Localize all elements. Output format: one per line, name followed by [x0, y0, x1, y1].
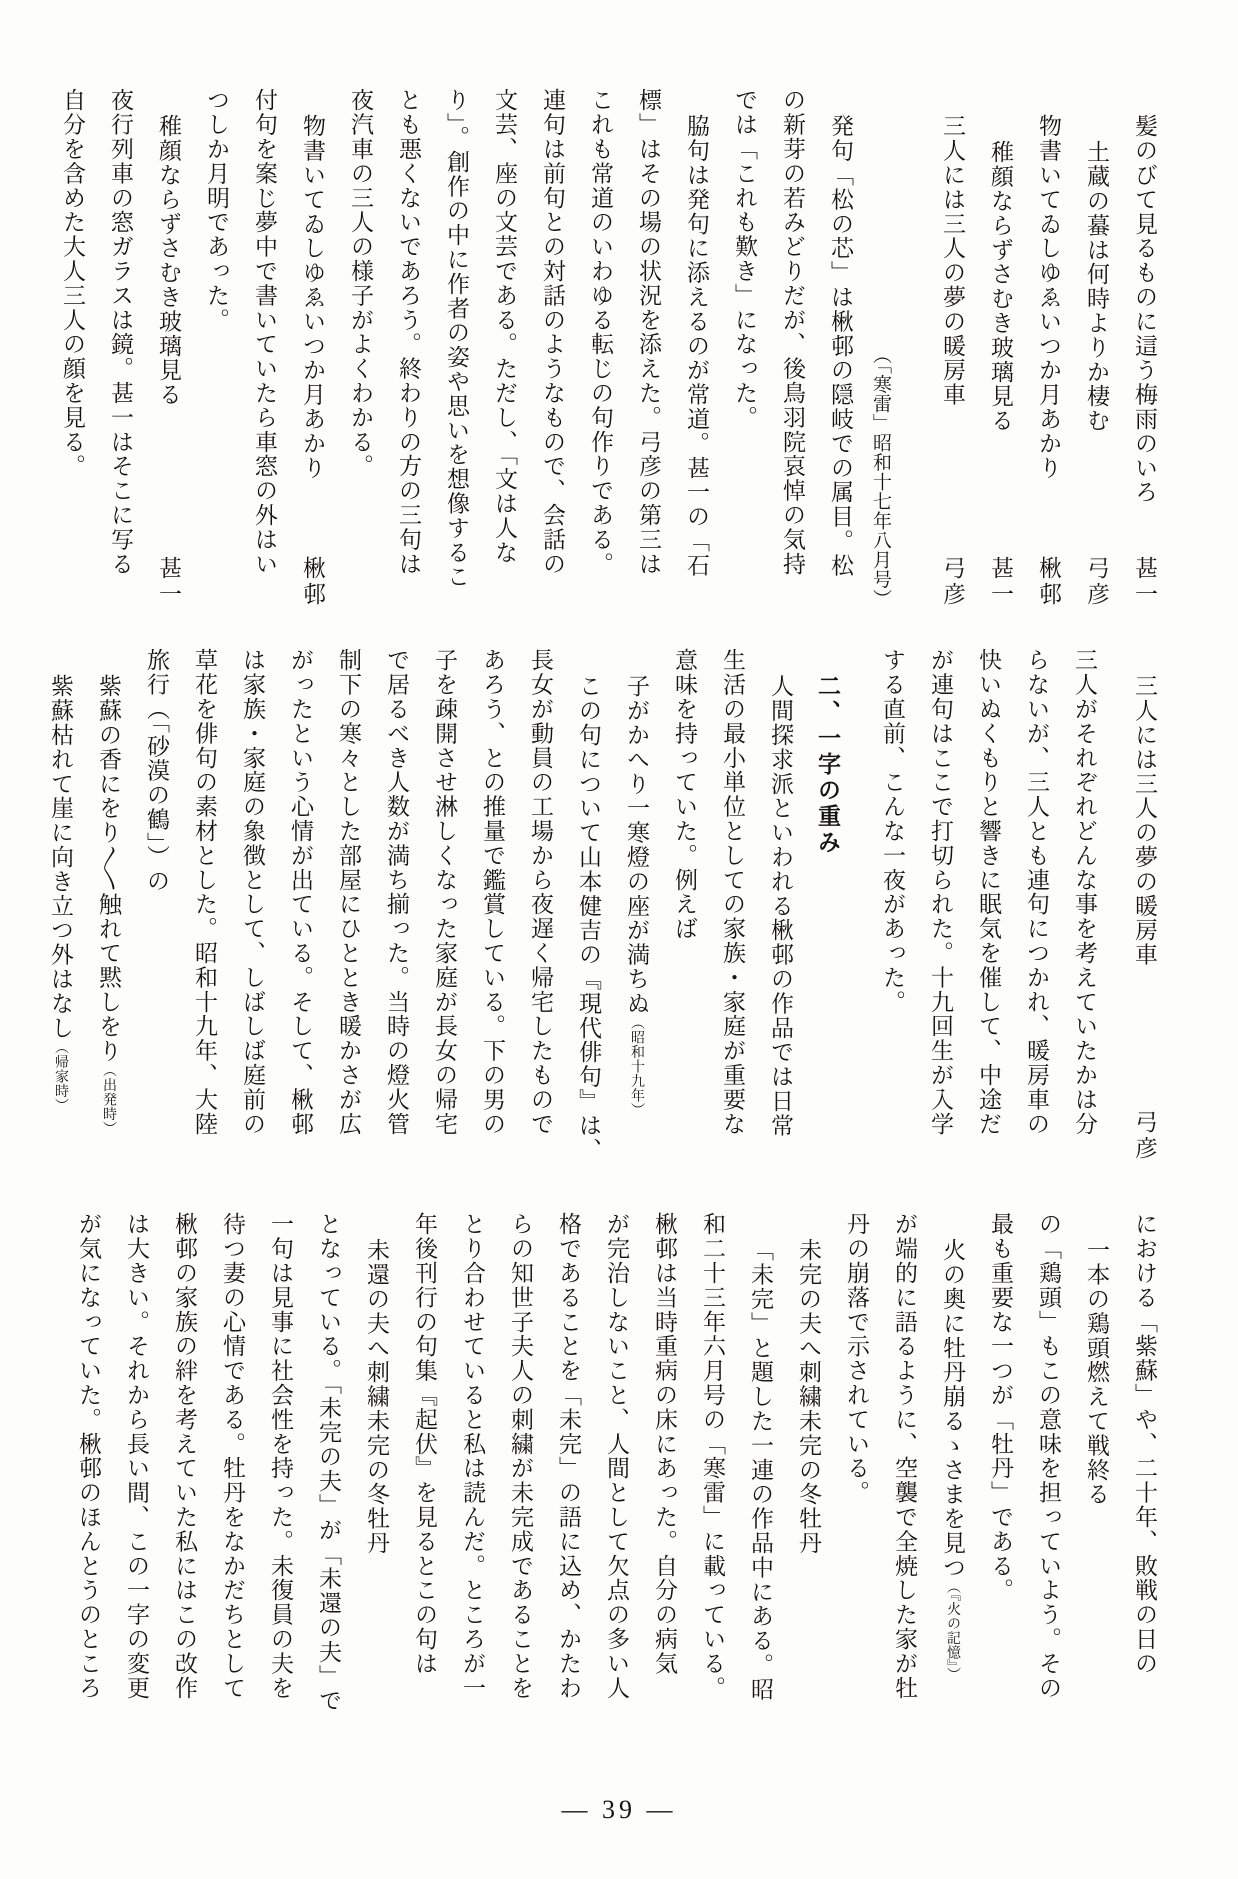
body-text-column: [516, 648, 564, 1162]
body-text-column: [208, 1212, 256, 1732]
column-text: 最も重要な一つが「牡丹」である。: [988, 1212, 1013, 1603]
author-attribution: 楸邨: [1036, 556, 1061, 608]
body-text-column: [1024, 1212, 1072, 1732]
body-text-column: [400, 1212, 448, 1732]
author-attribution: 甚一: [156, 556, 181, 608]
body-text-column: [868, 648, 916, 1162]
column-text: 人間探求派といわれる楸邨の作品では日常: [768, 674, 793, 1138]
body-text-column: [480, 88, 528, 608]
body-text-column: [880, 1212, 928, 1732]
column-text: 和二十三年六月号の「寒雷」に載っている。: [700, 1212, 725, 1700]
body-text-column: [324, 648, 372, 1162]
body-text-column: [192, 88, 240, 608]
haiku-column: [1072, 88, 1120, 608]
author-attribution: 弓彦: [1084, 556, 1109, 608]
body-text-column: [576, 88, 624, 608]
column-text: 三人がそれぞれどんな事を考えていたかは分: [1072, 648, 1097, 1136]
column-text: となっている。「未完の夫」が「未還の夫」で: [316, 1212, 341, 1713]
haiku-text: 未還の夫へ刺繍未完の冬牡丹: [364, 1238, 389, 1556]
column-text: 長女が動員の工場から夜遅く帰宅したもので: [528, 648, 553, 1136]
column-text: 格であることを「未完」の語に込め、かたわ: [556, 1212, 581, 1700]
body-text-column: [816, 88, 864, 608]
column-text: 待つ妻の心情である。牡丹をなかだちとして: [220, 1212, 245, 1700]
text-band-middle: [36, 648, 1168, 1162]
column-text: 標」はその場の状況を添えた。弓彦の第三は: [636, 88, 661, 576]
body-text-column: [640, 1212, 688, 1732]
column-text: 自分を含めた大人三人の顔を見る。: [60, 88, 85, 479]
haiku-text: 火の奥に牡丹崩るゝさまを見つ: [940, 1238, 965, 1580]
body-text-column: [48, 88, 96, 608]
haiku-column: [928, 1212, 976, 1732]
column-text: 子を疎開させ淋しくなった家庭が長女の帰宅: [432, 648, 457, 1136]
column-text: 意味を持っていた。例えば: [672, 648, 697, 941]
column-text: 楸邨の家族の絆を考えていた私にはこの改作: [172, 1212, 197, 1700]
haiku-column: [36, 648, 84, 1162]
author-attribution: 甚一: [1132, 556, 1157, 608]
body-text-column: [672, 88, 720, 608]
column-text: では「これも歎き」になった。: [732, 88, 757, 430]
haiku-text: 紫蘇枯れて崖に向き立つ外はなし: [48, 674, 73, 1040]
page-number: ― 39 ―: [561, 1795, 677, 1824]
body-text-column: [964, 648, 1012, 1162]
source-note-column: [864, 88, 912, 608]
body-text-column: [544, 1212, 592, 1732]
body-text-column: [708, 648, 756, 1162]
column-text: 文芸、座の文芸である。ただし、「文は人な: [492, 88, 517, 565]
column-text: が端的に語るように、空襲で全焼した家が牡: [892, 1212, 917, 1700]
column-text: 夜行列車の窓ガラスは鏡。甚一はそこに写る: [108, 88, 133, 576]
haiku-column: [144, 88, 192, 608]
column-text: 楸邨は当時重病の床にあった。自分の病気: [652, 1212, 677, 1676]
column-text: らないが、三人とも連句につかれ、暖房車の: [1024, 648, 1049, 1136]
haiku-column: [612, 648, 660, 1162]
column-text: の「鶏頭」もこの意味を担っていよう。その: [1036, 1212, 1061, 1700]
column-text: が連句はここで打切られた。十九回生が入学: [928, 648, 953, 1136]
body-text-column: [768, 88, 816, 608]
body-text-column: [720, 88, 768, 608]
column-text: で居るべき人数が満ち揃った。当時の燈火管: [384, 648, 409, 1136]
column-text: あろう、との推量で鑑賞している。下の男の: [480, 648, 505, 1136]
column-text: らの知世子夫人の刺繍が未完成であることを: [508, 1212, 533, 1700]
body-text-column: [420, 648, 468, 1162]
column-text: 連句は前句との対話のようなもので、会話の: [540, 88, 565, 576]
column-text: する直前、こんな一夜があった。: [880, 648, 905, 1014]
haiku-text: 一本の鶏頭燃えて戦終る: [1084, 1238, 1109, 1507]
body-text-column: [564, 648, 612, 1162]
column-text: は家族・家庭の象徴として、しばしば庭前の: [240, 648, 265, 1136]
body-text-column: [660, 648, 708, 1162]
column-text: 年後刊行の句集『起伏』を見るとこの句は: [412, 1212, 437, 1676]
source-note-text: （「寒雷」昭和十七年八月号）: [870, 344, 891, 608]
haiku-column: [928, 88, 976, 608]
author-attribution: 甚一: [988, 556, 1013, 608]
haiku-text: 稚顔ならずさむき玻璃見る: [988, 140, 1013, 433]
column-text: 発句「松の芯」は楸邨の隠岐での属目。松: [828, 114, 853, 578]
column-text: 丹の崩落で示されている。: [844, 1212, 869, 1505]
body-text-column: [276, 648, 324, 1162]
haiku-text: 三人には三人の夢の暖房車: [1132, 674, 1157, 967]
haiku-column: [1072, 1212, 1120, 1732]
body-text-column: [96, 88, 144, 608]
column-text: 付句を案じ夢中で書いていたら車窓の外はい: [252, 88, 277, 576]
haiku-text: 子がかへり一寒燈の座が満ちぬ: [624, 674, 649, 1016]
column-text: つしか月明であった。: [204, 88, 229, 332]
body-text-column: [336, 88, 384, 608]
haiku-column: [784, 1212, 832, 1732]
column-text: 一句は見事に社会性を持った。未復員の夫を: [268, 1212, 293, 1700]
inline-note: （『火の記憶』）: [945, 1579, 960, 1682]
haiku-text: 土蔵の蟇は何時よりか棲む: [1084, 140, 1109, 433]
column-text: 「未完」と題した一連の作品中にある。昭: [748, 1238, 773, 1702]
haiku-text: 物書いてゐしゆゑいつか月あかり: [1036, 114, 1061, 480]
body-text-column: [468, 648, 516, 1162]
haiku-text: 髪のびて見るものに這う梅雨のいろ: [1132, 114, 1157, 505]
body-text-column: [432, 88, 480, 608]
body-text-column: [1012, 648, 1060, 1162]
column-text: これも常道のいわゆる転じの句作りである。: [588, 88, 613, 576]
column-text: 快いぬくもりと響きに眠気を催して、中途だ: [976, 648, 1001, 1136]
column-text: り」。創作の中に作者の姿や思いを想像するこ: [444, 88, 469, 589]
body-text-column: [528, 88, 576, 608]
body-text-column: [64, 1212, 112, 1732]
haiku-column: [1024, 88, 1072, 608]
column-text: 旅行（「砂漠の鶴」）の: [144, 648, 169, 894]
author-attribution: 弓彦: [940, 556, 965, 608]
haiku-text: 三人には三人の夢の暖房車: [940, 114, 965, 407]
body-text-column: [1120, 1212, 1168, 1732]
haiku-column: [1120, 648, 1168, 1162]
body-text-column: [228, 648, 276, 1162]
inline-note: （帰家時）: [53, 1040, 68, 1113]
text-band-bottom: [64, 1212, 1168, 1732]
column-text: における「紫蘇」や、二十年、敗戦の日の: [1132, 1212, 1157, 1676]
haiku-column: [288, 88, 336, 608]
inline-note: （出発時）: [101, 1063, 116, 1136]
column-text: 草花を俳句の素材とした。昭和十九年、大陸: [192, 648, 217, 1136]
body-text-column: [756, 648, 804, 1162]
haiku-column: [84, 648, 132, 1162]
column-text: 制下の寒々とした部屋にひととき暖かさが広: [336, 648, 361, 1136]
body-text-column: [240, 88, 288, 608]
body-text-column: [832, 1212, 880, 1732]
body-text-column: [688, 1212, 736, 1732]
body-text-column: [372, 648, 420, 1162]
column-text: とり合わせていると私は読んだ。ところが一: [460, 1212, 485, 1700]
author-attribution: 弓彦: [1132, 1110, 1157, 1162]
body-text-column: [916, 648, 964, 1162]
column-text: がったという心情が出ている。そして、楸邨: [288, 648, 313, 1136]
haiku-text: 稚顔ならずさむき玻璃見る: [156, 114, 181, 407]
body-text-column: [448, 1212, 496, 1732]
body-text-column: [160, 1212, 208, 1732]
haiku-column: [1120, 88, 1168, 608]
column-text: の新芽の若みどりだが、後鳥羽院哀悼の気持: [780, 88, 805, 576]
column-text: 夜汽車の三人の様子がよくわかる。: [348, 88, 373, 479]
body-text-column: [592, 1212, 640, 1732]
column-text: が完治しないこと、人間として欠点の多い人: [604, 1212, 629, 1700]
body-text-column: [384, 88, 432, 608]
haiku-column: [352, 1212, 400, 1732]
body-text-column: [256, 1212, 304, 1732]
haiku-column: [976, 88, 1024, 608]
inline-note: （昭和十九年）: [629, 1015, 644, 1118]
column-text: 生活の最小単位としての家族・家庭が重要な: [720, 648, 745, 1136]
haiku-text: 未完の夫へ刺繍未完の冬牡丹: [796, 1238, 821, 1556]
body-text-column: [736, 1212, 784, 1732]
column-text: とも悪くないであろう。終わりの方の三句は: [396, 88, 421, 576]
column-text: が気になっていた。楸邨のほんとうのところ: [76, 1212, 101, 1700]
body-text-column: [496, 1212, 544, 1732]
haiku-text: 紫蘇の香にをり〳〵触れて黙しをり: [96, 674, 121, 1063]
body-text-column: [624, 88, 672, 608]
body-text-column: [976, 1212, 1024, 1732]
haiku-text: 物書いてゐしゆゑいつか月あかり: [300, 114, 325, 480]
section-heading: [804, 648, 852, 1162]
section-heading-text: 二、一字の重み: [815, 674, 841, 856]
body-text-column: [132, 648, 180, 1162]
author-attribution: 楸邨: [300, 556, 325, 608]
column-text: この句について山本健吉の『現代俳句』は、: [576, 674, 601, 1162]
body-text-column: [304, 1212, 352, 1732]
body-text-column: [1060, 648, 1108, 1162]
text-band-top: [48, 88, 1168, 608]
column-text: は大きい。それから長い間、この一字の変更: [124, 1212, 149, 1700]
body-text-column: [112, 1212, 160, 1732]
column-text: 脇句は発句に添えるのが常道。甚一の「石: [684, 114, 709, 578]
body-text-column: [180, 648, 228, 1162]
